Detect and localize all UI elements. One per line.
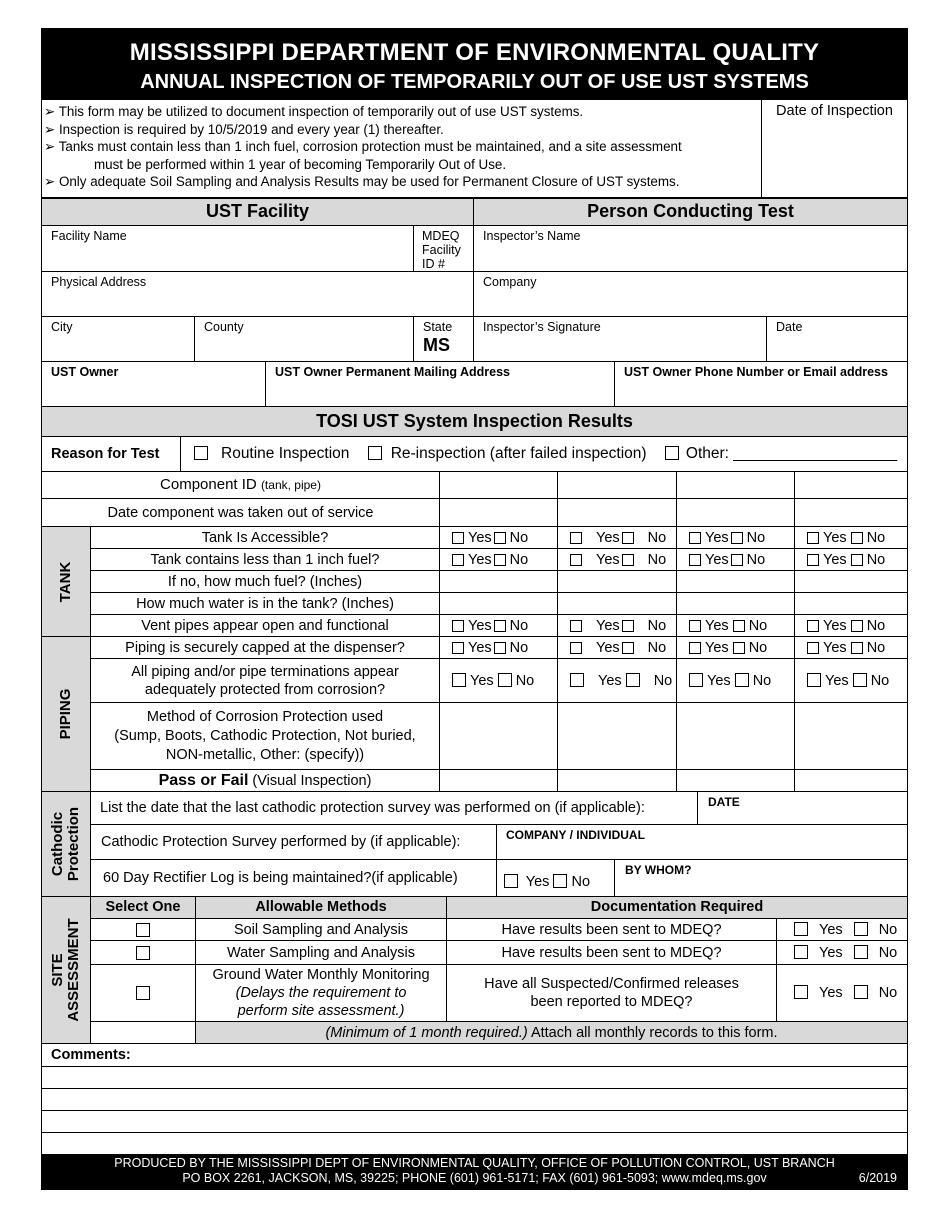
yes-no-cell[interactable]: Yes No [677, 615, 795, 637]
soil-sent-question: Have results been sent to MDEQ? [447, 919, 777, 941]
survey-company-field[interactable] [497, 824, 908, 859]
documentation-heading: Documentation Required [447, 897, 908, 919]
physical-address-label: Physical Address [51, 274, 147, 289]
fuel-amount-label: If no, how much fuel? (Inches) [91, 571, 440, 593]
yes-no-cell[interactable]: Yes No [677, 659, 795, 703]
water-sent-yes-no[interactable]: Yes No [777, 941, 908, 965]
component-id-cell[interactable] [558, 472, 677, 499]
no-checkbox[interactable] [854, 945, 868, 959]
inspector-signature-field[interactable] [474, 316, 767, 361]
facility-id-label: MDEQ Facility ID # [422, 228, 461, 271]
state-label: State [423, 319, 453, 334]
yes-checkbox[interactable] [689, 532, 701, 544]
site-assessment-table [41, 897, 908, 1045]
comments-line[interactable] [42, 1066, 908, 1088]
yes-checkbox[interactable] [570, 620, 582, 632]
no-checkbox[interactable] [731, 554, 743, 566]
footer-line-2: PO BOX 2261, JACKSON, MS, 39225; PHONE (601) 961-5171; FAX (601) 961-5093; www.mdeq.ms.gov [182, 1170, 767, 1185]
comments-label: Comments: [42, 1044, 908, 1066]
no-checkbox[interactable] [494, 642, 506, 654]
pass-fail-cell[interactable] [795, 770, 908, 792]
no-checkbox[interactable] [553, 874, 567, 888]
rectifier-yes-no[interactable]: Yes No [497, 859, 615, 896]
rectifier-log-label: 60 Day Rectifier Log is being maintained?(if applicable) [91, 859, 497, 896]
other-checkbox[interactable] [665, 446, 679, 460]
company-field[interactable] [474, 271, 908, 316]
yes-no-cell[interactable]: Yes No [795, 659, 908, 703]
inspection-form [41, 28, 908, 1190]
yes-checkbox[interactable] [452, 532, 464, 544]
minimum-note: (Minimum of 1 month required.) Attach all monthly records to this form. [196, 1022, 908, 1044]
no-checkbox[interactable] [733, 620, 745, 632]
instructions [42, 100, 762, 197]
no-checkbox[interactable] [731, 532, 743, 544]
owner-table [41, 362, 908, 408]
yes-checkbox[interactable] [807, 554, 819, 566]
comments-line[interactable] [42, 1088, 908, 1110]
no-checkbox[interactable] [854, 985, 868, 999]
city-label: City [51, 319, 73, 334]
cathodic-table [41, 792, 908, 897]
water-sent-question: Have results been sent to MDEQ? [447, 941, 777, 965]
yes-no-cell[interactable]: Yes No [440, 549, 558, 571]
county-label: County [204, 319, 244, 334]
fuel-amount-cell[interactable] [558, 571, 677, 593]
tank-accessible-label: Tank Is Accessible? [91, 527, 440, 549]
water-checkbox[interactable] [136, 946, 150, 960]
water-amount-cell[interactable] [677, 593, 795, 615]
date-label: DATE [708, 795, 740, 809]
yes-checkbox[interactable] [504, 874, 518, 888]
allowable-methods-heading: Allowable Methods [196, 897, 447, 919]
results-heading-table [41, 407, 908, 472]
owner-address-label: UST Owner Permanent Mailing Address [275, 364, 511, 379]
no-checkbox[interactable] [494, 554, 506, 566]
no-checkbox[interactable] [498, 673, 512, 687]
water-amount-cell[interactable] [795, 593, 908, 615]
yes-no-cell[interactable]: Yes No [795, 615, 908, 637]
yes-no-cell[interactable]: Yes No [440, 637, 558, 659]
note-3: ➢ Tanks must contain less than 1 inch fuel, corrosion protection must be maintained, and a site assessment [44, 139, 682, 154]
yes-no-cell[interactable]: Yes No [795, 637, 908, 659]
no-checkbox[interactable] [851, 620, 863, 632]
no-checkbox[interactable] [851, 532, 863, 544]
survey-by-label: Cathodic Protection Survey performed by (if applicable): [91, 824, 497, 859]
comments-line[interactable] [42, 1132, 908, 1154]
yes-checkbox[interactable] [807, 620, 819, 632]
ust-owner-label: UST Owner [51, 364, 119, 379]
ust-owner-field[interactable] [42, 362, 266, 407]
note-1: ➢ This form may be utilized to document inspection of temporarily out of use UST systems. [44, 104, 584, 119]
ust-facility-heading: UST Facility [42, 198, 474, 225]
county-field[interactable] [195, 316, 414, 361]
pass-fail-cell[interactable] [440, 770, 558, 792]
component-id-cell[interactable] [440, 472, 558, 499]
no-checkbox[interactable] [851, 554, 863, 566]
facility-id-field[interactable] [414, 225, 474, 271]
fuel-amount-cell[interactable] [795, 571, 908, 593]
component-id-cell[interactable] [677, 472, 795, 499]
method-cell[interactable] [795, 703, 908, 770]
yes-checkbox[interactable] [570, 673, 584, 687]
yes-no-cell[interactable]: Yes No [558, 527, 677, 549]
reason-for-test-label: Reason for Test [42, 436, 181, 471]
yes-checkbox[interactable] [570, 554, 582, 566]
date-out-cell[interactable] [677, 499, 795, 527]
header-table [41, 28, 908, 100]
reason-options [181, 436, 908, 471]
yes-checkbox[interactable] [807, 532, 819, 544]
yes-no-cell[interactable]: Yes No [440, 527, 558, 549]
form-title: ANNUAL INSPECTION OF TEMPORARILY OUT OF USE UST SYSTEMS [140, 71, 809, 93]
component-id-cell[interactable] [795, 472, 908, 499]
comments-line[interactable] [42, 1110, 908, 1132]
signature-date-label: Date [776, 319, 803, 334]
yes-checkbox[interactable] [794, 922, 808, 936]
inspector-signature-label: Inspector’s Signature [483, 319, 601, 334]
no-checkbox[interactable] [626, 673, 640, 687]
gw-select-cell[interactable] [91, 965, 196, 1022]
company-individual-label: COMPANY / INDIVIDUAL [506, 827, 645, 842]
by-whom-label: BY WHOM? [625, 862, 692, 877]
pass-fail-cell[interactable] [558, 770, 677, 792]
date-out-cell[interactable] [795, 499, 908, 527]
note-4: ➢ Only adequate Soil Sampling and Analysis Results may be used for Permanent Closure of UST systems. [44, 174, 680, 189]
agency-title: MISSISSIPPI DEPARTMENT OF ENVIRONMENTAL QUALITY [129, 39, 820, 66]
no-checkbox[interactable] [733, 642, 745, 654]
fuel-amount-cell[interactable] [440, 571, 558, 593]
owner-address-field[interactable] [266, 362, 615, 407]
yes-no-cell[interactable]: Yes No [558, 659, 677, 703]
yes-checkbox[interactable] [452, 642, 464, 654]
survey-date-field[interactable] [698, 792, 908, 824]
water-select-cell[interactable] [91, 941, 196, 965]
inspector-name-label: Inspector’s Name [483, 228, 581, 243]
cathodic-section-label: Cathodic Protection [42, 792, 91, 896]
water-amount-cell[interactable] [440, 593, 558, 615]
no-checkbox[interactable] [494, 620, 506, 632]
state-value: MS [423, 334, 450, 355]
comments-table [41, 1044, 908, 1155]
city-field[interactable] [42, 316, 195, 361]
yes-no-cell[interactable]: Yes No [440, 615, 558, 637]
no-checkbox[interactable] [851, 642, 863, 654]
inspector-name-field[interactable] [474, 225, 908, 271]
yes-no-cell[interactable]: Yes No [795, 549, 908, 571]
results-heading: TOSI UST System Inspection Results [42, 407, 908, 436]
note-2: ➢ Inspection is required by 10/5/2019 and every year (1) thereafter. [44, 121, 444, 137]
blank-cell [91, 1022, 196, 1044]
corrosion-method-label: Method of Corrosion Protection used (Sump, Boots, Cathodic Protection, Not buried, NON-metallic, Other: (specify)) [91, 703, 440, 770]
no-checkbox[interactable] [622, 554, 634, 566]
yes-checkbox[interactable] [807, 642, 819, 654]
yes-checkbox[interactable] [570, 642, 582, 654]
yes-checkbox[interactable] [794, 985, 808, 999]
date-of-inspection-field[interactable] [762, 100, 908, 197]
soil-checkbox[interactable] [136, 923, 150, 937]
owner-phone-label: UST Owner Phone Number or Email address [624, 364, 888, 379]
routine-label: Routine Inspection [221, 444, 350, 462]
releases-yes-no[interactable]: Yes No [777, 965, 908, 1022]
releases-question: Have all Suspected/Confirmed releases been reported to MDEQ? [447, 965, 777, 1022]
soil-sampling-label: Soil Sampling and Analysis [196, 919, 447, 941]
yes-no-cell[interactable]: Yes No [677, 527, 795, 549]
other-label: Other: ___________________ [685, 444, 898, 462]
person-conducting-test-heading: Person Conducting Test [474, 198, 908, 225]
method-cell[interactable] [558, 703, 677, 770]
tank-section-label: TANK [42, 527, 91, 637]
note-3-continued: must be performed within 1 year of becoming Temporarily Out of Use. [94, 156, 507, 172]
facility-table [41, 198, 908, 362]
yes-checkbox[interactable] [689, 673, 703, 687]
footer [42, 1155, 908, 1190]
yes-no-cell[interactable]: Yes No [677, 637, 795, 659]
water-amount-label: How much water is in the tank? (Inches) [91, 593, 440, 615]
site-assessment-section-label: SITE ASSESSMENT [42, 897, 91, 1044]
water-amount-cell[interactable] [558, 593, 677, 615]
piping-capped-label: Piping is securely capped at the dispenser? [91, 637, 440, 659]
yes-no-cell[interactable]: Yes No [558, 615, 677, 637]
yes-checkbox[interactable] [807, 673, 821, 687]
date-of-inspection-label: Date of Inspection [776, 103, 893, 119]
inspection-grid [41, 472, 908, 793]
owner-phone-field[interactable] [615, 362, 908, 407]
no-checkbox[interactable] [735, 673, 749, 687]
tank-fuel-label: Tank contains less than 1 inch fuel? [91, 549, 440, 571]
no-checkbox[interactable] [494, 532, 506, 544]
yes-no-cell[interactable]: Yes No [677, 549, 795, 571]
vent-pipes-label: Vent pipes appear open and functional [91, 615, 440, 637]
yes-no-cell[interactable]: Yes No [795, 527, 908, 549]
date-out-of-service-label: Date component was taken out of service [42, 499, 440, 527]
yes-checkbox[interactable] [689, 642, 701, 654]
by-whom-field[interactable] [615, 859, 908, 896]
select-one-heading: Select One [91, 897, 196, 919]
yes-checkbox[interactable] [452, 554, 464, 566]
yes-checkbox[interactable] [452, 673, 466, 687]
facility-name-field[interactable] [42, 225, 414, 271]
yes-checkbox[interactable] [689, 554, 701, 566]
soil-select-cell[interactable] [91, 919, 196, 941]
component-id-label: Component ID (tank, pipe) [42, 472, 440, 499]
facility-name-label: Facility Name [51, 228, 127, 243]
footer-table [41, 1155, 908, 1190]
yes-checkbox[interactable] [689, 620, 701, 632]
form-header [42, 29, 908, 100]
notes-table [41, 100, 908, 198]
method-cell[interactable] [440, 703, 558, 770]
state-field[interactable] [414, 316, 474, 361]
reinspection-checkbox[interactable] [368, 446, 382, 460]
company-label: Company [483, 274, 537, 289]
piping-section-label: PIPING [42, 637, 91, 792]
date-out-cell[interactable] [440, 499, 558, 527]
groundwater-monitoring-label: Ground Water Monthly Monitoring (Delays the requirement to perform site assessment.) [196, 965, 447, 1022]
physical-address-field[interactable] [42, 271, 474, 316]
fuel-amount-cell[interactable] [677, 571, 795, 593]
yes-checkbox[interactable] [452, 620, 464, 632]
date-out-cell[interactable] [558, 499, 677, 527]
pass-fail-label: Pass or Fail (Visual Inspection) [91, 770, 440, 792]
survey-date-label: List the date that the last cathodic protection survey was performed on (if applicable): [91, 792, 698, 824]
yes-no-cell[interactable]: Yes No [558, 637, 677, 659]
soil-sent-yes-no[interactable]: Yes No [777, 919, 908, 941]
routine-checkbox[interactable] [194, 446, 208, 460]
no-checkbox[interactable] [622, 642, 634, 654]
yes-checkbox[interactable] [794, 945, 808, 959]
yes-no-cell[interactable]: Yes No [558, 549, 677, 571]
reinspection-label: Re-inspection (after failed inspection) [390, 444, 647, 462]
signature-date-field[interactable] [767, 316, 908, 361]
yes-checkbox[interactable] [570, 532, 582, 544]
yes-no-cell[interactable]: Yes No [440, 659, 558, 703]
no-checkbox[interactable] [853, 673, 867, 687]
footer-line-1: PRODUCED BY THE MISSISSIPPI DEPT OF ENVIRONMENTAL QUALITY, OFFICE OF POLLUTION CONTROL, UST BRANCH [114, 1155, 835, 1170]
water-sampling-label: Water Sampling and Analysis [196, 941, 447, 965]
piping-protected-label: All piping and/or pipe terminations appear adequately protected from corrosion? [91, 659, 440, 703]
no-checkbox[interactable] [854, 922, 868, 936]
method-cell[interactable] [677, 703, 795, 770]
no-checkbox[interactable] [622, 620, 634, 632]
groundwater-checkbox[interactable] [136, 986, 150, 1000]
no-checkbox[interactable] [622, 532, 634, 544]
pass-fail-cell[interactable] [677, 770, 795, 792]
form-version: 6/2019 [858, 1170, 897, 1185]
